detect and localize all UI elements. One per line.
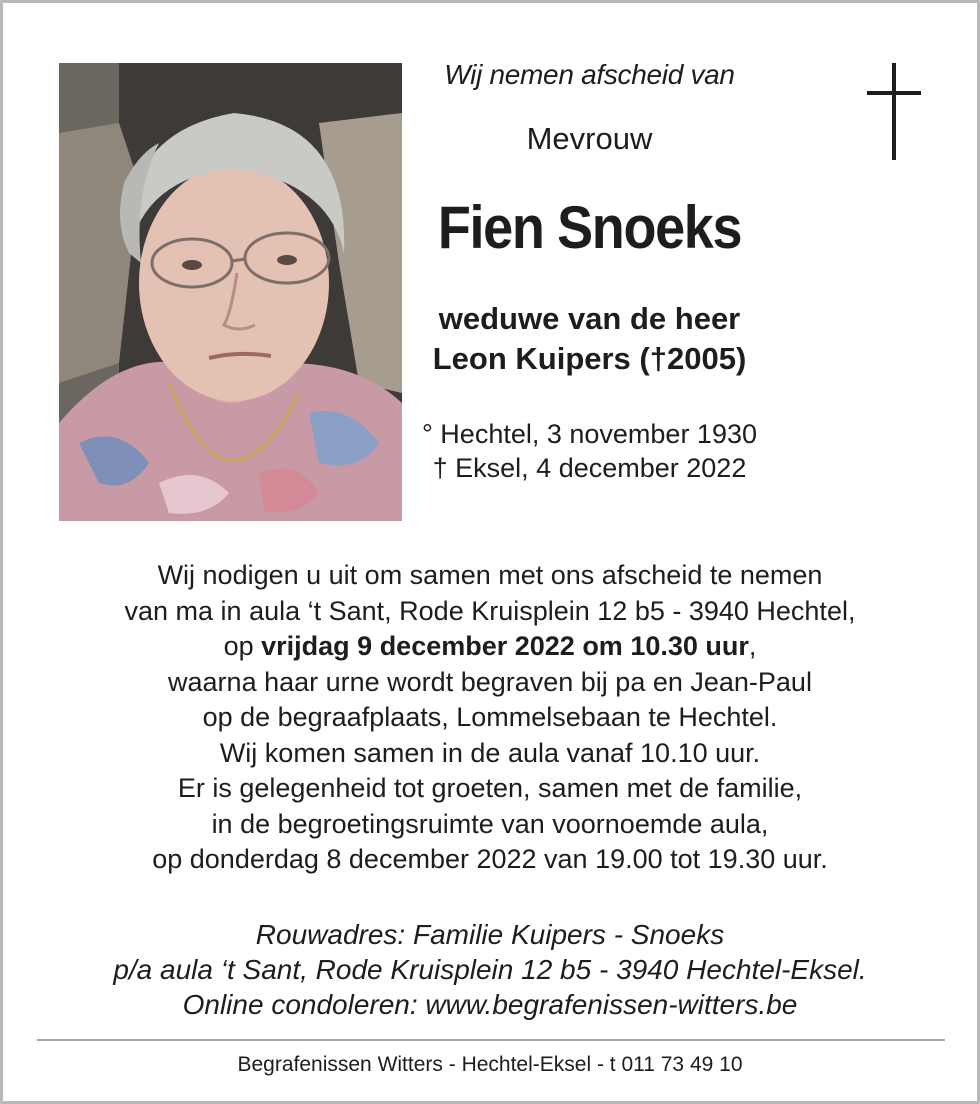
divider xyxy=(37,1039,945,1041)
widow-of xyxy=(423,299,936,379)
honorific: Mevrouw xyxy=(526,121,653,156)
ceremony-line: Wij komen samen in de aula vanaf 10.10 uur. xyxy=(219,737,761,768)
ceremony-line: Wij nodigen u uit om samen met ons afscheid te nemen xyxy=(157,560,823,590)
widow-line-1: weduwe van de heer xyxy=(438,301,741,336)
deceased-name: Fien Snoeks xyxy=(437,194,742,261)
ceremony-line: op de begraafplaats, Lommelsebaan te Hechtel. xyxy=(202,702,778,732)
condolence-link[interactable]: Online condoleren: www.begrafenissen-witters.be xyxy=(182,989,798,1020)
funeral-home-footer: Begrafenissen Witters - Hechtel-Eksel - t 011 73 49 10 xyxy=(237,1053,743,1076)
ceremony-line: in de begroetingsruimte van voornoemde aula, xyxy=(211,808,769,839)
intro-text: Wij nemen afscheid van xyxy=(444,59,735,90)
ceremony-line: Er is gelegenheid tot groeten, samen met de familie, xyxy=(177,773,803,803)
widow-line-2: Leon Kuipers (†2005) xyxy=(432,341,747,376)
ceremony-line: waarna haar urne wordt begraven bij pa en Jean-Paul xyxy=(168,666,812,697)
death-date: † Eksel, 4 december 2022 xyxy=(432,453,747,483)
contact-family: Rouwadres: Familie Kuipers - Snoeks xyxy=(255,919,725,950)
mourning-address xyxy=(23,917,957,1022)
ceremony-date-line: op vrijdag 9 december 2022 om 10.30 uur, xyxy=(223,631,757,661)
ceremony-line: van ma in aula ‘t Sant, Rode Kruisplein 12 b5 - 3940 Hechtel, xyxy=(124,595,856,626)
life-dates xyxy=(423,417,936,485)
birth-date: ° Hechtel, 3 november 1930 xyxy=(422,419,757,449)
ceremony-line: op donderdag 8 december 2022 van 19.00 tot 19.30 uur. xyxy=(152,844,828,874)
ceremony-date: vrijdag 9 december 2022 om 10.30 uur xyxy=(261,631,749,661)
contact-address: p/a aula ‘t Sant, Rode Kruisplein 12 b5 - 3940 Hechtel-Eksel. xyxy=(113,954,867,985)
ceremony-text xyxy=(23,558,957,878)
